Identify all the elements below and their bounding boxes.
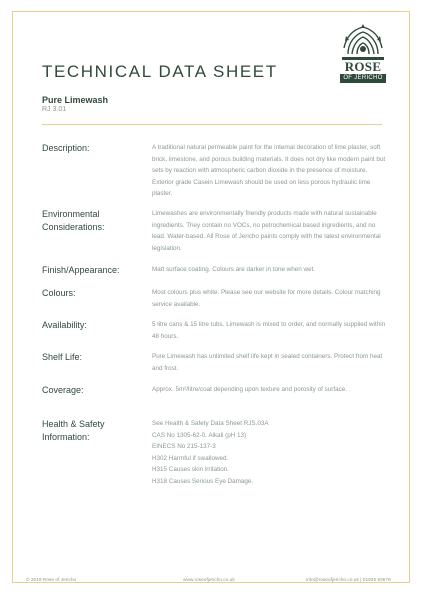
rose-emblem-icon [340, 24, 386, 60]
page-title: TECHNICAL DATA SHEET [42, 62, 278, 81]
product-name: Pure Limewash [42, 95, 109, 105]
health-line: EINECS No 215-137-3 [152, 443, 216, 450]
section-value: Limewashes are environmentally friendly products made with natural sustainable ingredients. They contain no VOCs, no petrochemical based ingredients, and no lead. Water-based. All Rose of Jericho paints comply with the latest environmental legislation. [152, 210, 381, 252]
health-line: CAS No 1305-62-0. Alkali (pH 13) [152, 431, 247, 439]
section-label: Colours: [42, 288, 76, 298]
section-value: A traditional natural permeable paint for the internal decoration of lime plaster, soft brick, limestone, and porous building materials. It does not dry like modern paint but sets by reaction with atmospheric carbon dioxide in the presence of moisture. Exterior grade Casein Limewash should be used on less porous hydraulic lime plaster. [152, 144, 386, 197]
section-value: 5 litre cans & 15 litre tubs. Limewash is mixed to order, and normally supplied within 48 hours. [152, 321, 386, 340]
product-code: RJ 3.01 [42, 106, 67, 113]
section-label: Shelf Life: [42, 352, 83, 362]
rose-of-jericho-logo [340, 24, 386, 86]
health-line: H318 Causes Serious Eye Damage. [152, 477, 254, 485]
section-value: Matt surface coating. Colours are darker in tone when wet. [152, 266, 316, 273]
footer-contact[interactable]: info@roseofjericho.co.uk | 01935 83676 [306, 578, 391, 583]
footer-website[interactable]: www.roseofjericho.co.uk [183, 578, 235, 583]
section-label: Description: [42, 143, 90, 153]
section-label: Coverage: [42, 385, 84, 395]
health-line: H315 Causes skin irritation. [152, 466, 229, 473]
divider [42, 124, 382, 125]
logo-subtitle: OF JERICHO [340, 74, 386, 83]
section-value: Most colours plus white. Please see our website for more details. Colour matching service available. [152, 289, 381, 308]
logo-wordmark: ROSE [344, 59, 382, 74]
section-value [152, 418, 387, 487]
section-label: Availability: [42, 320, 87, 330]
health-line: H302 Harmful if swallowed. [152, 454, 229, 462]
section-label: Finish/Appearance: [42, 265, 120, 275]
footer-copyright: © 2019 Rose of Jericho [26, 578, 77, 583]
section-value: Approx. 5m²/litre/coat depending upon texture and porosity of surface. [152, 386, 347, 393]
health-line: See Health & Safety Data Sheet RJS.03A [152, 420, 269, 427]
section-label: Health & Safety Information: [42, 419, 105, 442]
section-value: Pure Limewash has unlimited shelf life kept in sealed containers. Protect from heat and frost. [152, 353, 383, 372]
section-label: Environmental Considerations: [42, 209, 105, 232]
